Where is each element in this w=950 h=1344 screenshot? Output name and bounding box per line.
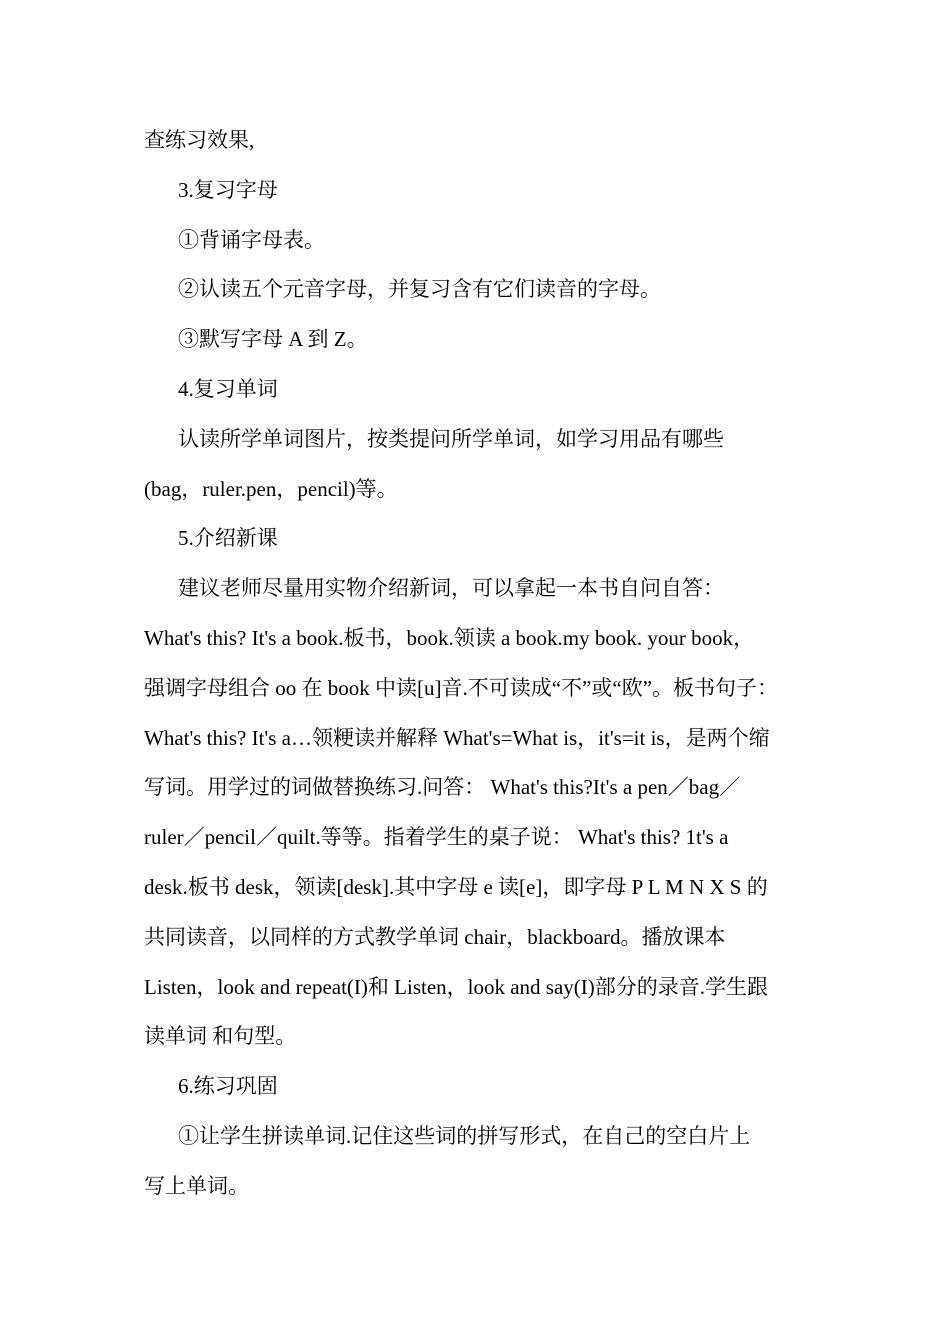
text-line: 共同读音，以同样的方式教学单词 chair，blackboard。播放课本 — [144, 924, 726, 949]
text-line: 读单词 和句型。 — [144, 1024, 297, 1049]
text-line: desk.板书 desk，领读[desk].其中字母 e 读[e]，即字母 P L M N X S 的 — [144, 874, 768, 899]
section-heading: 3.复习字母 — [178, 177, 278, 202]
section-heading: 5.介绍新课 — [178, 526, 278, 551]
text-line: 查练习效果, — [144, 128, 255, 152]
text-line: What's this? It's a book.板书，book.领读 a book.my book. your book， — [144, 625, 755, 650]
section-heading: 6.练习巩固 — [178, 1074, 278, 1099]
list-item: ①让学生拼读单词.记住这些词的拼写形式，在自己的空白片上 — [178, 1123, 751, 1148]
text-line: 建议老师尽量用实物介绍新词，可以拿起一本书自问自答： — [178, 576, 724, 601]
list-item: ③默写字母 A 到 Z。 — [178, 327, 368, 352]
list-item: ②认读五个元音字母，并复习含有它们读音的字母。 — [178, 277, 661, 302]
text-line: Listen，look and repeat(I)和 Listen，look and say(I)部分的录音.学生跟 — [144, 974, 769, 999]
text-line: 写词。用学过的词做替换练习.问答： What's this?It's a pen／bag／ — [144, 775, 741, 800]
section-heading: 4.复习单词 — [178, 376, 278, 401]
list-item: ①背诵字母表。 — [178, 227, 325, 252]
text-line: (bag，ruler.pen，pencil)等。 — [144, 476, 398, 501]
text-line: 写上单词。 — [144, 1173, 249, 1198]
text-line: 认读所学单词图片，按类提问所学单词，如学习用品有哪些 — [178, 426, 724, 451]
text-line: ruler／pencil／quilt.等等。指着学生的桌子说： What's this? 1t's a — [144, 825, 729, 850]
document-body — [144, 116, 814, 1212]
text-line: What's this? It's a…领粳读并解释 What's=What is，it's=it is，是两个缩 — [144, 725, 770, 750]
text-line: 强调字母组合 oo 在 book 中读[u]音.不可读成“不”或“欧”。板书句子： — [144, 675, 779, 700]
